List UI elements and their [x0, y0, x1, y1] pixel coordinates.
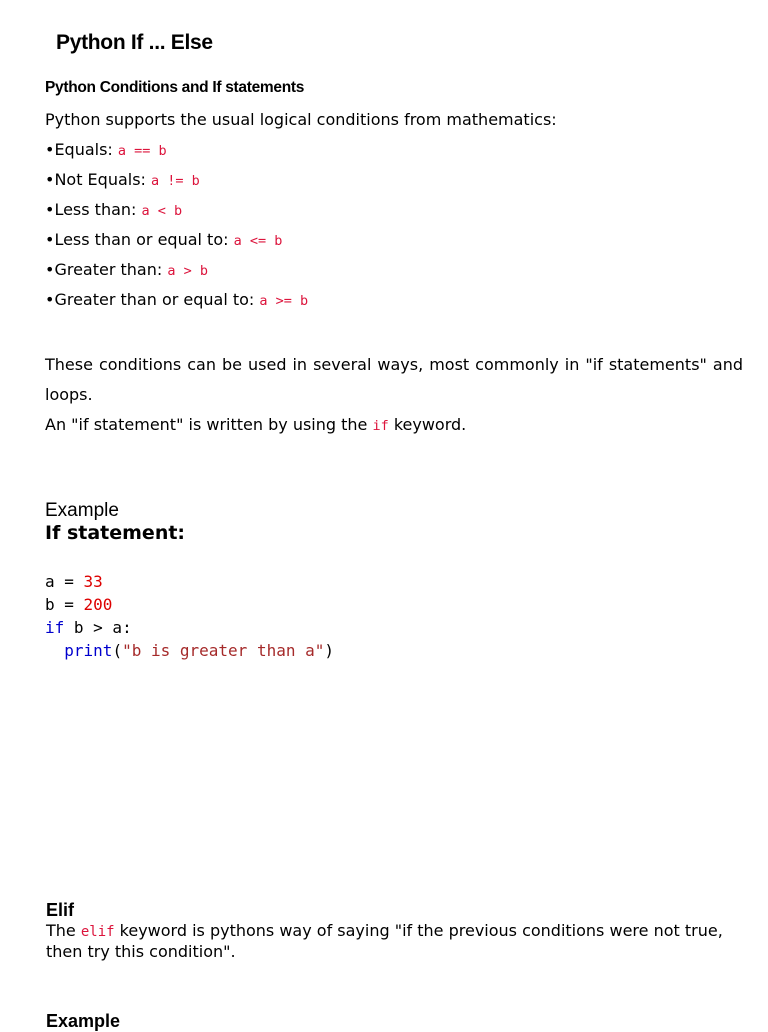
- code-indent: [45, 641, 64, 660]
- condition-greater-equal: [45, 290, 308, 311]
- condition-label: •Less than or equal to:: [45, 230, 234, 249]
- code-text: ): [324, 641, 335, 660]
- section-subtitle: Python Conditions and If statements: [45, 79, 305, 96]
- condition-label: •Greater than or equal to:: [45, 290, 260, 309]
- condition-code: a >= b: [259, 293, 309, 309]
- condition-less-than: [45, 200, 182, 221]
- next-example-label: Example: [46, 1011, 121, 1031]
- paragraph-text: keyword.: [388, 415, 467, 434]
- code-number: 200: [83, 595, 113, 614]
- elif-keyword-code: elif: [80, 924, 115, 940]
- condition-greater-than: [45, 260, 208, 281]
- code-line-1: [45, 570, 103, 593]
- condition-less-equal: [45, 230, 282, 251]
- elif-text: keyword is pythons way of saying "if the previous conditions were not true, then try this condition".: [46, 921, 723, 961]
- condition-not-equals: [45, 170, 200, 191]
- paragraph-line-1: These conditions can be used in several ways, most commonly in "if statements" and loops.: [45, 355, 743, 404]
- condition-code: a != b: [151, 173, 200, 189]
- code-text: b =: [45, 595, 84, 614]
- paragraph-text: An "if statement" is written by using the: [45, 415, 373, 434]
- code-keyword: if: [45, 618, 65, 637]
- condition-code: a == b: [117, 143, 167, 159]
- condition-code: a < b: [141, 203, 183, 219]
- code-text: (: [112, 641, 123, 660]
- condition-label: •Not Equals:: [45, 170, 152, 189]
- conditions-paragraph: [45, 350, 743, 441]
- code-string: "b is greater than a": [122, 641, 325, 660]
- code-number: 33: [83, 572, 103, 591]
- condition-equals: [45, 140, 167, 161]
- intro-text: Python supports the usual logical conditions from mathematics:: [45, 110, 557, 129]
- elif-text: The: [46, 921, 81, 940]
- condition-label: •Equals:: [45, 140, 118, 159]
- example-heading: If statement:: [45, 522, 186, 544]
- elif-heading: Elif: [46, 900, 75, 920]
- code-line-2: [45, 593, 112, 616]
- condition-label: •Greater than:: [45, 260, 168, 279]
- code-line-3: [45, 616, 132, 639]
- condition-label: •Less than:: [45, 200, 142, 219]
- condition-code: a <= b: [233, 233, 283, 249]
- code-text: a =: [45, 572, 84, 591]
- code-function: print: [64, 641, 113, 660]
- code-text: b > a:: [64, 618, 132, 637]
- if-keyword-code: if: [372, 418, 389, 434]
- page-title: Python If ... Else: [56, 31, 213, 54]
- elif-paragraph: [46, 921, 746, 961]
- paragraph-line-2: [45, 410, 743, 441]
- code-line-4: [45, 639, 334, 662]
- example-label: Example: [45, 500, 119, 521]
- condition-code: a > b: [167, 263, 208, 279]
